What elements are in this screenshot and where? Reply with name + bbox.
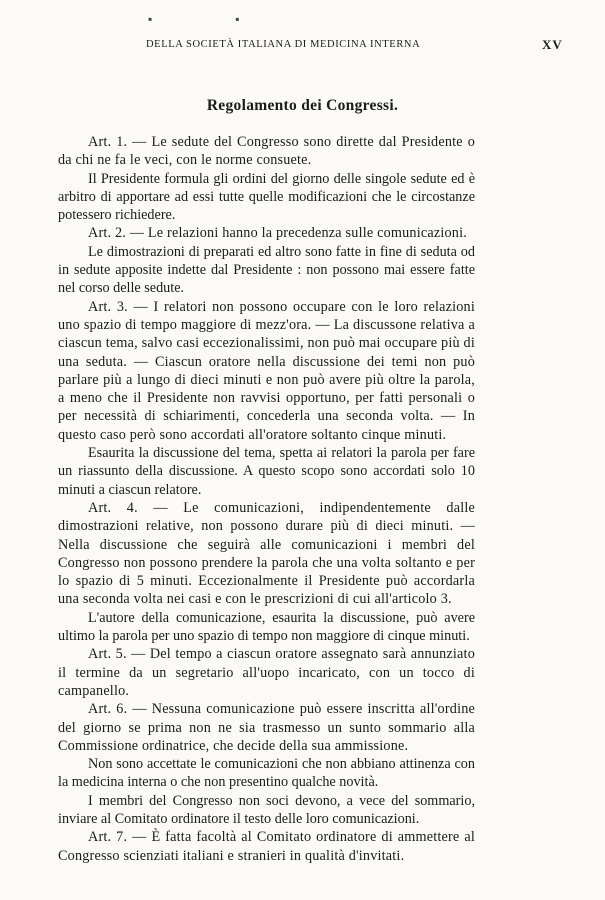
page-number: XV	[542, 37, 563, 52]
running-head: DELLA SOCIETÀ ITALIANA DI MEDICINA INTERNA	[146, 39, 421, 50]
paragraph: I membri del Congresso non soci devono, a vece del sommario, inviare al Comitato ordinatore il testo delle loro comunicazioni.	[58, 792, 475, 827]
page-specks: ▪ ▪	[148, 12, 280, 26]
paragraph-art-2: Art. 2. — Le relazioni hanno la precedenza sulle comunicazioni.	[88, 225, 467, 242]
paragraph-art-1: Art. 1. — Le sedute del Congresso sono dirette dal Presidente o da chi ne fa le veci, con le norme consuete.	[58, 134, 475, 169]
paragraph: Il Presidente formula gli ordini del giorno delle singole sedute ed è arbitro di apportare ad essi tutte quelle modificazioni che le circostanze potessero richiedere.	[58, 170, 475, 224]
paragraph: L'autore della comunicazione, esaurita la discussione, può avere ultimo la parola per uno spazio di tempo non maggiore di cinque minuti.	[58, 609, 475, 645]
paragraph-art-6: Art. 6. — Nessuna comunicazione può essere inscritta all'ordine del giorno se prima non ne sia trasmesso un sunto sommario alla Commissione ordinatrice, che decide della sua ammissione.	[58, 701, 475, 754]
paragraph-art-7: Art. 7. — È fatta facoltà al Comitato ordinatore di ammettere al Congresso scienziati italiani e stranieri in qualità d'invitati.	[58, 829, 475, 864]
section-title: Regolamento dei Congressi.	[206, 97, 399, 114]
paragraph: Esaurita la discussione del tema, spetta ai relatori la parola per fare un riassunto della discussione. A questo scopo sono accordati solo 10 minuti a ciascun relatore.	[58, 445, 475, 498]
paragraph: Le dimostrazioni di preparati ed altro sono fatte in fine di seduta od in sedute apposite indette dal Presidente : non possono mai essere fatte nel corso delle sedute.	[58, 243, 475, 297]
paragraph: Non sono accettate le comunicazioni che non abbiano attinenza con la medicina interna o che non presentino qualche novità.	[58, 756, 475, 791]
regulation-body	[58, 133, 475, 865]
paragraph-art-5: Art. 5. — Del tempo a ciascun oratore assegnato sarà annunziato il termine da un segretario all'uopo incaricato, con un tocco di campanello.	[58, 646, 475, 699]
paragraph-art-3: Art. 3. — I relatori non possono occupare con le loro relazioni uno spazio di tempo maggiore di mezz'ora. — La discussone relativa a ciascun tema, salvo casi eccezionalissimi, non può mai occupare più di una seduta. — Ciascun oratore nella discussione dei temi non può parlare più a lungo di dieci minuti e non può avere più oltre la parola, a meno che il Presidente non ravvisi opportuno, per fatti personali o per necessità di schiarimenti, concederla una seconda volta. — In questo caso però sono accordati all'oratore soltanto cinque minuti.	[58, 298, 475, 443]
paragraph-art-4: Art. 4. — Le comunicazioni, indipendentemente dalle dimostrazioni relative, non possono durare più di dieci minuti. — Nella discussione che seguirà alle comunicazioni i membri del Congresso non possono prendere la parola che una volta soltanto e per lo spazio di 5 minuti. Eccezionalmente il Presidente può accordarla una seconda volta nei casi e con le prescrizioni di cui all'articolo 3.	[58, 499, 475, 608]
